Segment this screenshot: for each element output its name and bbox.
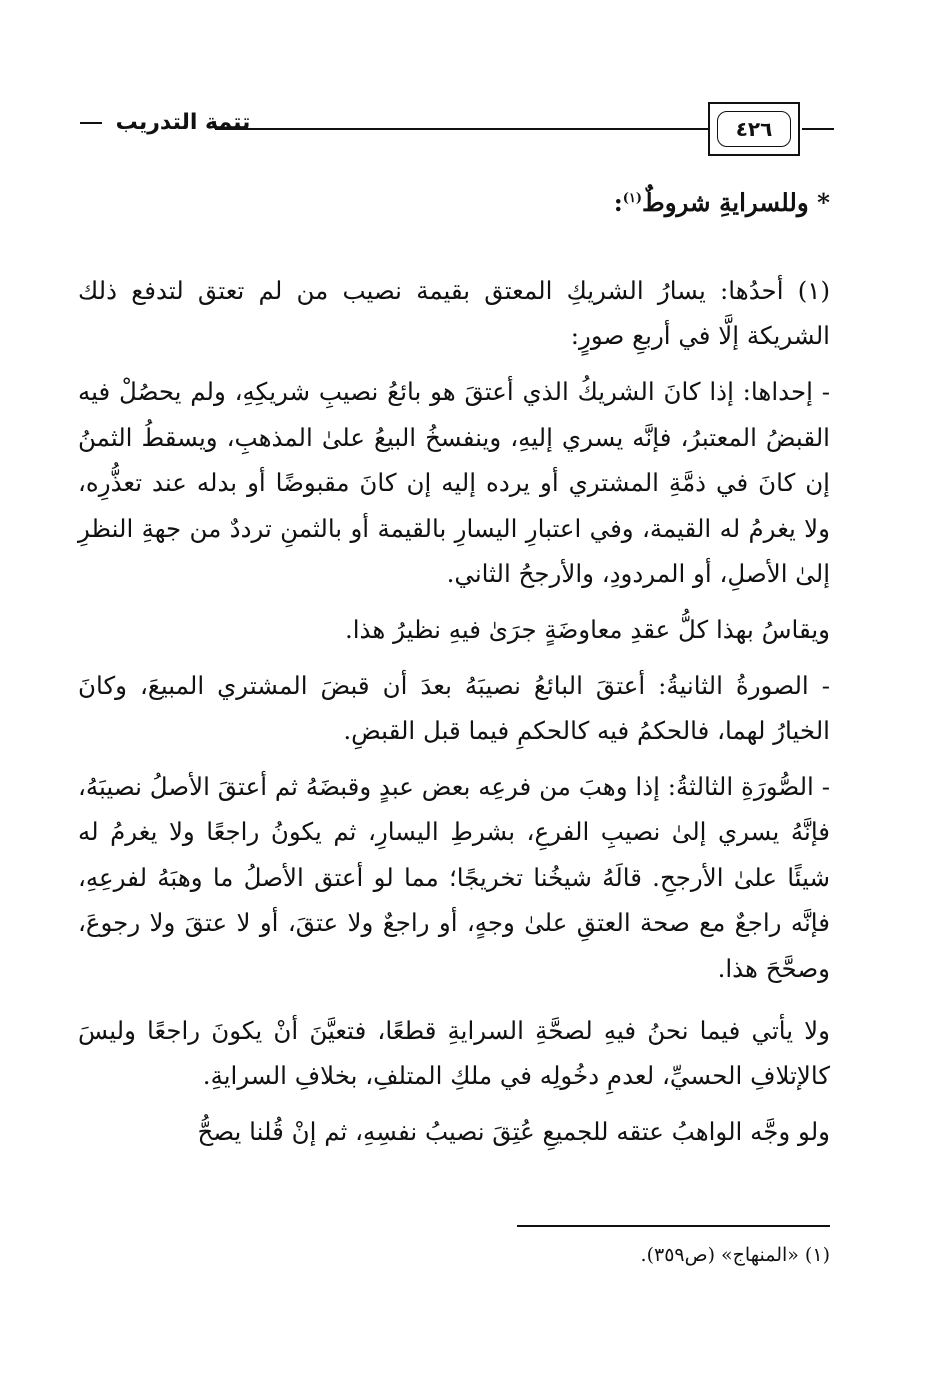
paragraph: - إحداها: إذا كانَ الشريكُ الذي أعتقَ هو بائعُ نصيبِ شريكِهِ، ولم يحصُلْ فيه القبضُ المعتبرُ، فإنَّه يسري إليهِ، وينفسخُ البيعُ علىٰ المذهبِ، ويسقطُ الثمنُ إن كانَ في ذمَّةِ المشتري أو يرده إليه إن كانَ مقبوضًا أو بدله عند تعذُّرِه، ولا يغرمُ له القيمة، وفي اعتبارِ اليسارِ بالقيمة أو بالثمنِ ترددٌ من جهةِ النظرِ إلىٰ الأصلِ، أو المردودِ، والأرجحُ الثاني.: [78, 376, 830, 589]
paragraph: (١) أحدُها: يسارُ الشريكِ المعتق بقيمة نصيب من لم تعتق لتدفع ذلك الشريكة إلَّا في أربعِ صورٍ:: [78, 275, 830, 351]
paragraph: ويقاسُ بهذا كلُّ عقدِ معاوضَةٍ جرَىٰ فيهِ نظيرُ هذا.: [344, 614, 830, 644]
running-title-text: تتمة التدريب: [115, 110, 251, 135]
header-rule-right: [802, 128, 834, 130]
paragraph: - الصُّورَةِ الثالثةُ: إذا وهبَ من فرعِه بعض عبدٍ وقبضَهُ ثم أعتقَ الأصلُ نصيبَهُ، فإنَّهُ يسري إلىٰ نصيبِ الفرعِ، بشرطِ اليسارِ، ثم يكونُ راجعًا ولا يغرمُ له شيئًا علىٰ الأرجحِ. قالَهُ شيخُنا تخريجًا؛ مما لو أعتق الأصلُ ما وهبَهُ لفرعِهِ، فإنَّه راجعٌ مع صحة العتقِ علىٰ وجهٍ، أو راجعٌ ولا عتقَ، أو لا عتقَ ولا رجوعَ، وصحَّحَ هذا.: [78, 771, 831, 984]
paragraph: ولا يأتي فيما نحنُ فيهِ لصحَّةِ السرايةِ قطعًا، فتعيَّنَ أنْ يكونَ راجعًا وليسَ كالإتلافِ الحسيِّ، لعدمِ دخُولِه في ملكِ المتلفِ، بخلافِ السرايةِ.: [78, 1015, 830, 1091]
section-heading: * وللسرايةِ شروطٌ$^{(١)}$:: [613, 188, 830, 218]
header-rule-left: [215, 128, 780, 130]
footnote-marker: (١): [622, 191, 643, 206]
page-number: ٤٢٦: [717, 111, 791, 147]
running-title: [80, 110, 250, 135]
paragraph: ولو وجَّه الواهبُ عتقه للجميعِ عُتِقَ نصيبُ نفسِهِ، ثم إنْ قُلنا يصحُّ: [197, 1116, 830, 1146]
footnote: (١) «المنهاج» (ص٣٥٩).: [640, 1244, 830, 1266]
title-dash: [80, 122, 102, 124]
paragraph: - الصورةُ الثانيةُ: أعتقَ البائعُ نصيبَهُ بعدَ أن قبضَ المشتري المبيعَ، وكانَ الخيارُ لهما، فالحكمُ فيه كالحكمِ فيما قبل القبضِ.: [78, 670, 830, 746]
main-text: [78, 176, 830, 1154]
footnote-separator: [517, 1225, 830, 1227]
page-header: [80, 102, 850, 158]
footnotes: [500, 1238, 830, 1272]
page-number-frame: [708, 102, 800, 156]
